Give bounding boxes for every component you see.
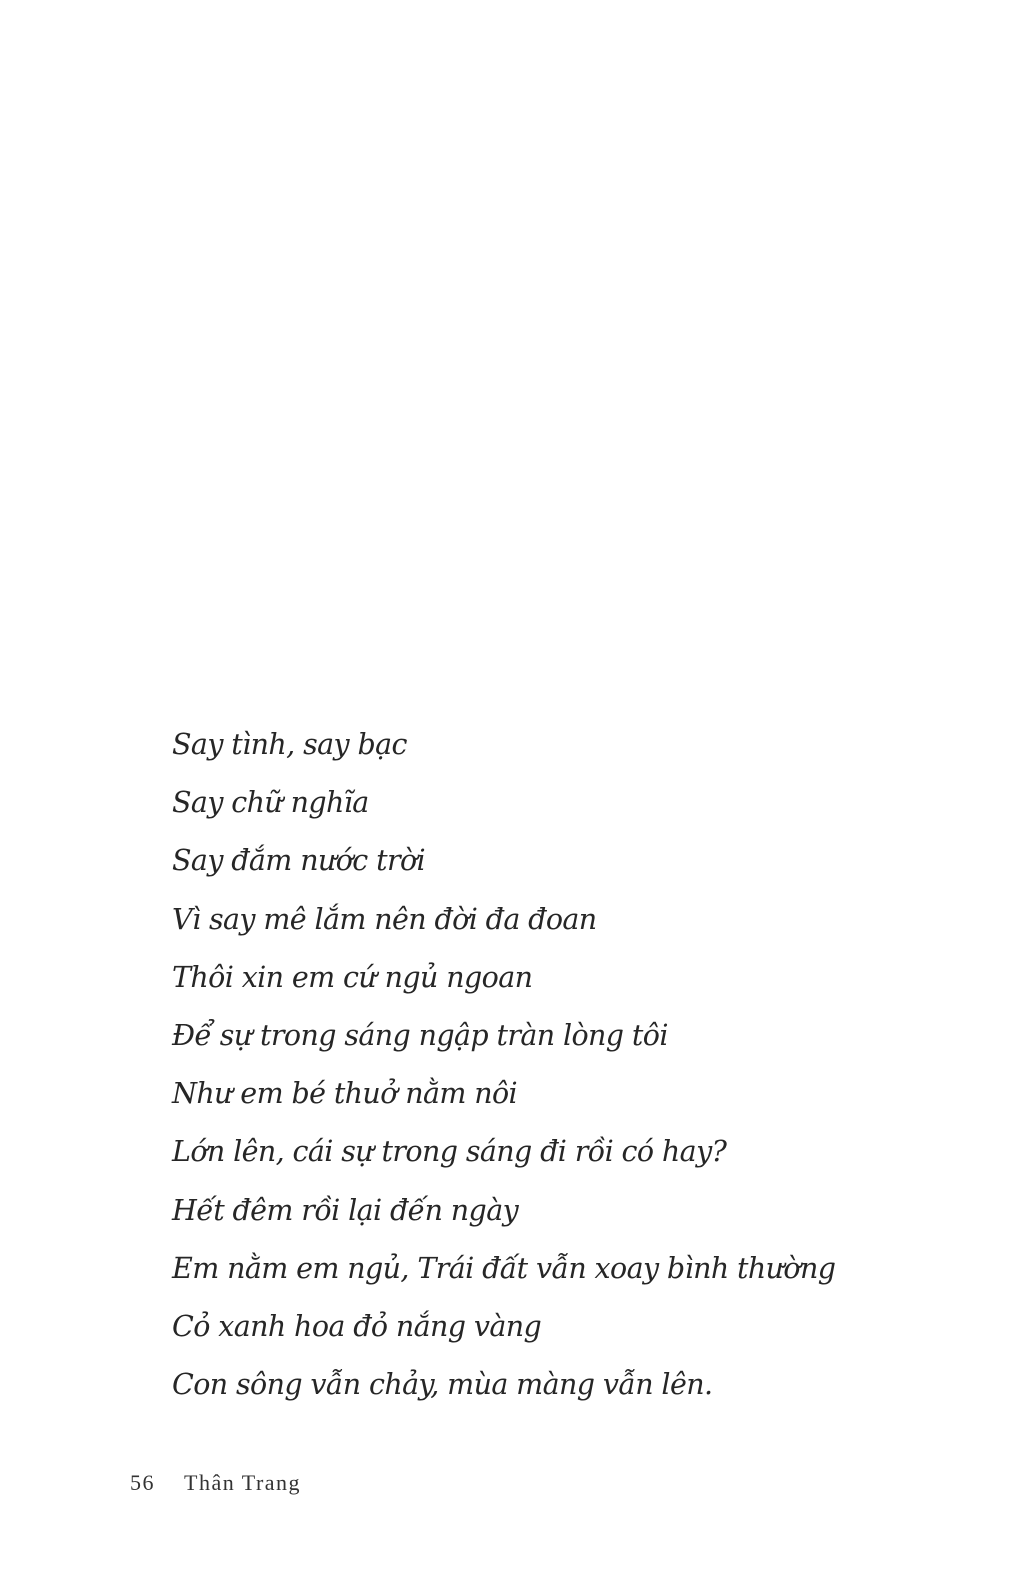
poem: [172, 722, 835, 1420]
poem-line: Vì say mê lắm nên đời đa đoan: [172, 902, 597, 936]
poem-line: Em nằm em ngủ, Trái đất vẫn xoay bình thường: [172, 1251, 836, 1285]
poem-line: Thôi xin em cứ ngủ ngoan: [172, 960, 533, 994]
poem-line: Như em bé thuở nằm nôi: [172, 1077, 518, 1111]
poem-line: Cỏ xanh hoa đỏ nắng vàng: [172, 1309, 542, 1343]
poem-line: Con sông vẫn chảy, mùa màng vẫn lên.: [172, 1368, 713, 1402]
page-footer: [130, 1470, 301, 1496]
poem-line: Say đắm nước trời: [172, 844, 426, 878]
page-number: 56: [130, 1470, 155, 1495]
poem-line: Say chữ nghĩa: [172, 786, 369, 820]
author-name: Thân Trang: [184, 1470, 302, 1495]
poem-line: Lớn lên, cái sự trong sáng đi rồi có hay?: [172, 1135, 727, 1169]
poem-line: Hết đêm rồi lại đến ngày: [172, 1193, 519, 1227]
poem-line: Say tình, say bạc: [172, 728, 407, 761]
poem-line: Để sự trong sáng ngập tràn lòng tôi: [172, 1018, 668, 1052]
